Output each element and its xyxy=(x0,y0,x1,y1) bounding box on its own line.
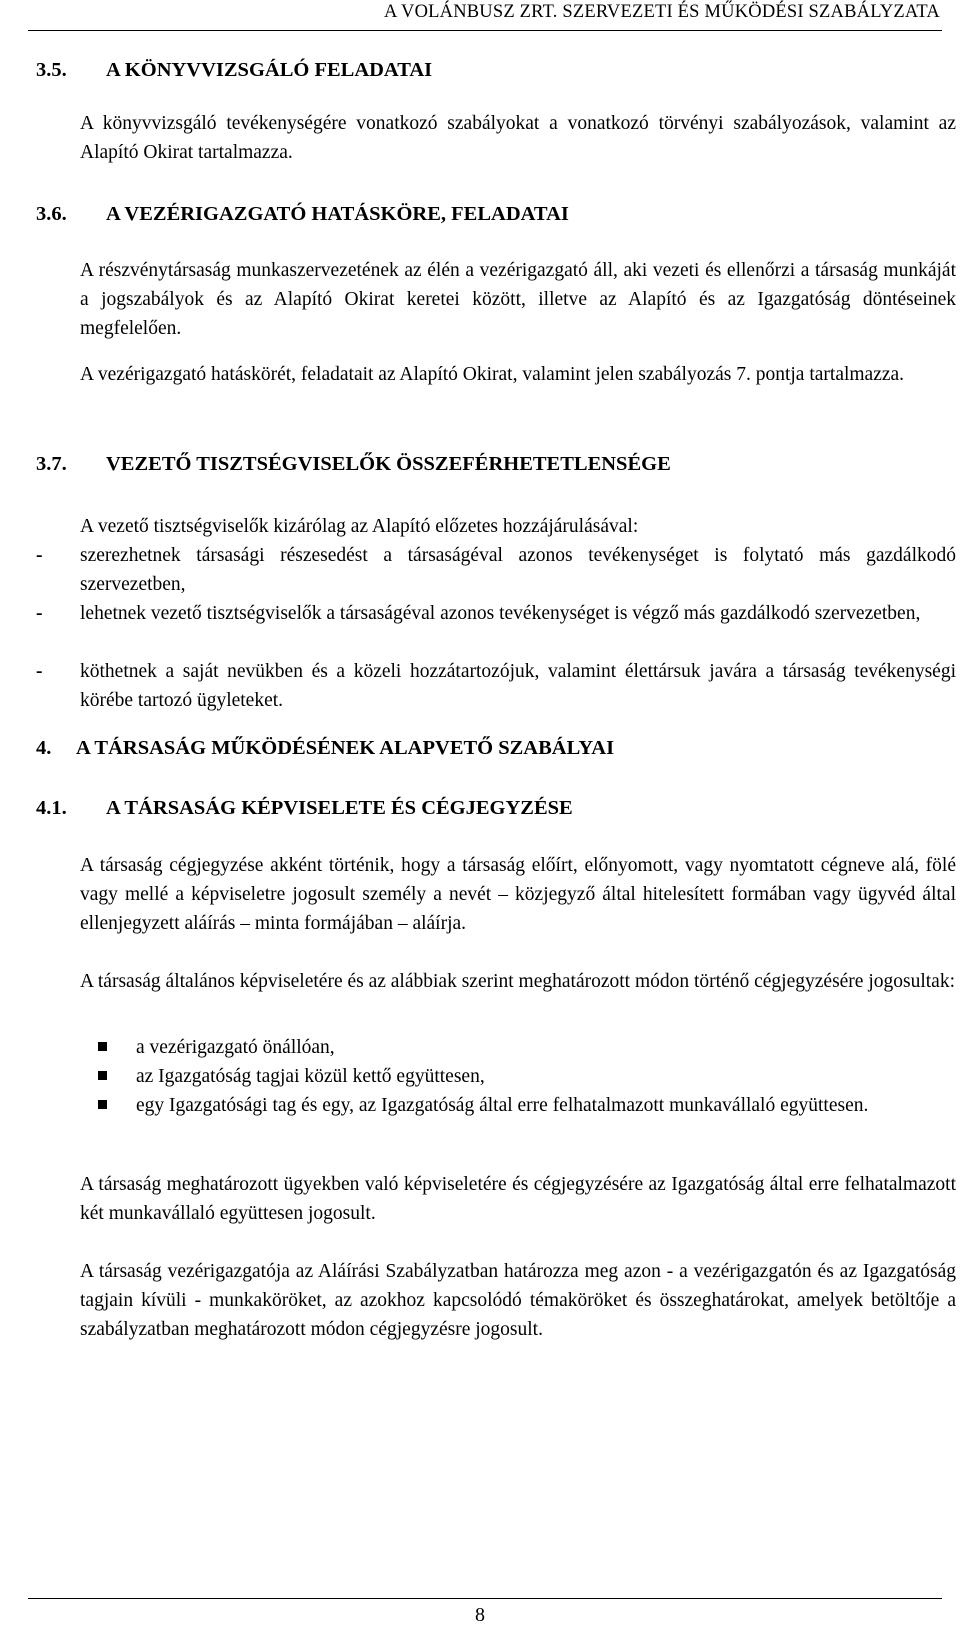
bullet-item xyxy=(98,1091,956,1120)
list-item-text: szerezhetnek társasági részesedést a társaságéval azonos tevékenységet is folytató más gazdálkodó szervezetben, xyxy=(80,545,956,595)
list-item-text: köthetnek a saját nevükben és a közeli hozzátartozójuk, valamint élettársuk javára a társaság tevékenységi körébe tartozó ügyleteket. xyxy=(80,661,956,711)
bullet-item xyxy=(98,1033,956,1062)
dash-marker: - xyxy=(36,603,43,624)
running-header: A VOLÁNBUSZ ZRT. SZERVEZETI ÉS MŰKÖDÉSI SZABÁLYZATA xyxy=(383,2,940,22)
footer-divider xyxy=(28,1598,942,1599)
list-item xyxy=(36,657,956,715)
list-item xyxy=(36,599,956,628)
section-title: A VEZÉRIGAZGATÓ HATÁSKÖRE, FELADATAI xyxy=(106,203,569,225)
list-item xyxy=(36,541,956,599)
paragraph: A társaság vezérigazgatója az Aláírási Szabályzatban határozza meg azon - a vezérigazgatón és az Igazgatóság tagjain kívüli - munkaköröket, az azokhoz kapcsolódó témaköröket és összeghatárokat, amelyek betöltője a szabályzatban meghatározott módon cégjegyzésre jogosult. xyxy=(80,1261,956,1340)
page-number: 8 xyxy=(475,1604,485,1626)
section-number: 3.7. xyxy=(36,453,67,475)
section-title: A KÖNYVVIZSGÁLÓ FELADATAI xyxy=(106,59,433,81)
section-number: 3.5. xyxy=(36,59,67,81)
section-title: A TÁRSASÁG MŰKÖDÉSÉNEK ALAPVETŐ SZABÁLYAI xyxy=(76,737,615,759)
square-bullet-icon xyxy=(98,1071,107,1080)
paragraph-intro: A vezető tisztségviselők kizárólag az Alapító előzetes hozzájárulásával: xyxy=(80,516,639,537)
section-number: 4.1. xyxy=(36,797,67,819)
section-heading-3-5 xyxy=(36,59,936,87)
dash-marker: - xyxy=(36,545,43,566)
bullet-item-text: egy Igazgatósági tag és egy, az Igazgatóság által erre felhatalmazott munkavállaló együttesen. xyxy=(136,1095,869,1116)
section-number: 3.6. xyxy=(36,203,67,225)
section-heading-3-6 xyxy=(36,203,936,231)
paragraph: A társaság meghatározott ügyekben való képviseletére és cégjegyzésére az Igazgatóság által erre felhatalmazott két munkavállaló együttesen jogosult. xyxy=(80,1174,956,1224)
paragraph: A részvénytársaság munkaszervezetének az élén a vezérigazgató áll, aki vezeti és ellenőrzi a társaság munkáját a jogszabályok és az Alapító Okirat keretei között, illetve az Alapító és az Igazgatóság döntéseinek megfelelően. xyxy=(80,260,956,339)
bullet-item-text: az Igazgatóság tagjai közül kettő együttesen, xyxy=(136,1066,485,1087)
section-heading-4 xyxy=(36,737,936,765)
square-bullet-icon xyxy=(98,1042,107,1051)
paragraph: A vezérigazgató hatáskörét, feladatait az Alapító Okirat, valamint jelen szabályozás 7. pontja tartalmazza. xyxy=(80,364,905,385)
section-number: 4. xyxy=(36,737,52,759)
section-title: VEZETŐ TISZTSÉGVISELŐK ÖSSZEFÉRHETETLENSÉGE xyxy=(106,453,671,475)
paragraph: A könyvvizsgáló tevékenységére vonatkozó szabályokat a vonatkozó törvényi szabályozások, valamint az Alapító Okirat tartalmazza. xyxy=(80,113,956,163)
paragraph: A társaság cégjegyzése akként történik, hogy a társaság előírt, előnyomott, vagy nyomtatott cégneve alá, fölé vagy mellé a képviseletre jogosult személy a nevét – közjegyző által hitelesített formában vagy ügyvéd által ellenjegyzett aláírás – minta formájában – aláírja. xyxy=(80,855,956,934)
paragraph: A társaság általános képviseletére és az alábbiak szerint meghatározott módon történő cégjegyzésére jogosultak: xyxy=(80,971,955,992)
section-heading-3-7 xyxy=(36,453,936,481)
section-heading-4-1 xyxy=(36,797,936,825)
section-title: A TÁRSASÁG KÉPVISELETE ÉS CÉGJEGYZÉSE xyxy=(106,797,573,819)
bullet-item xyxy=(98,1062,956,1091)
header-divider xyxy=(28,30,942,31)
bullet-item-text: a vezérigazgató önállóan, xyxy=(136,1037,335,1058)
list-item-text: lehetnek vezető tisztségviselők a társaságéval azonos tevékenységet is végző más gazdálkodó szervezetben, xyxy=(80,603,921,624)
square-bullet-icon xyxy=(98,1100,107,1109)
dash-marker: - xyxy=(36,661,43,682)
